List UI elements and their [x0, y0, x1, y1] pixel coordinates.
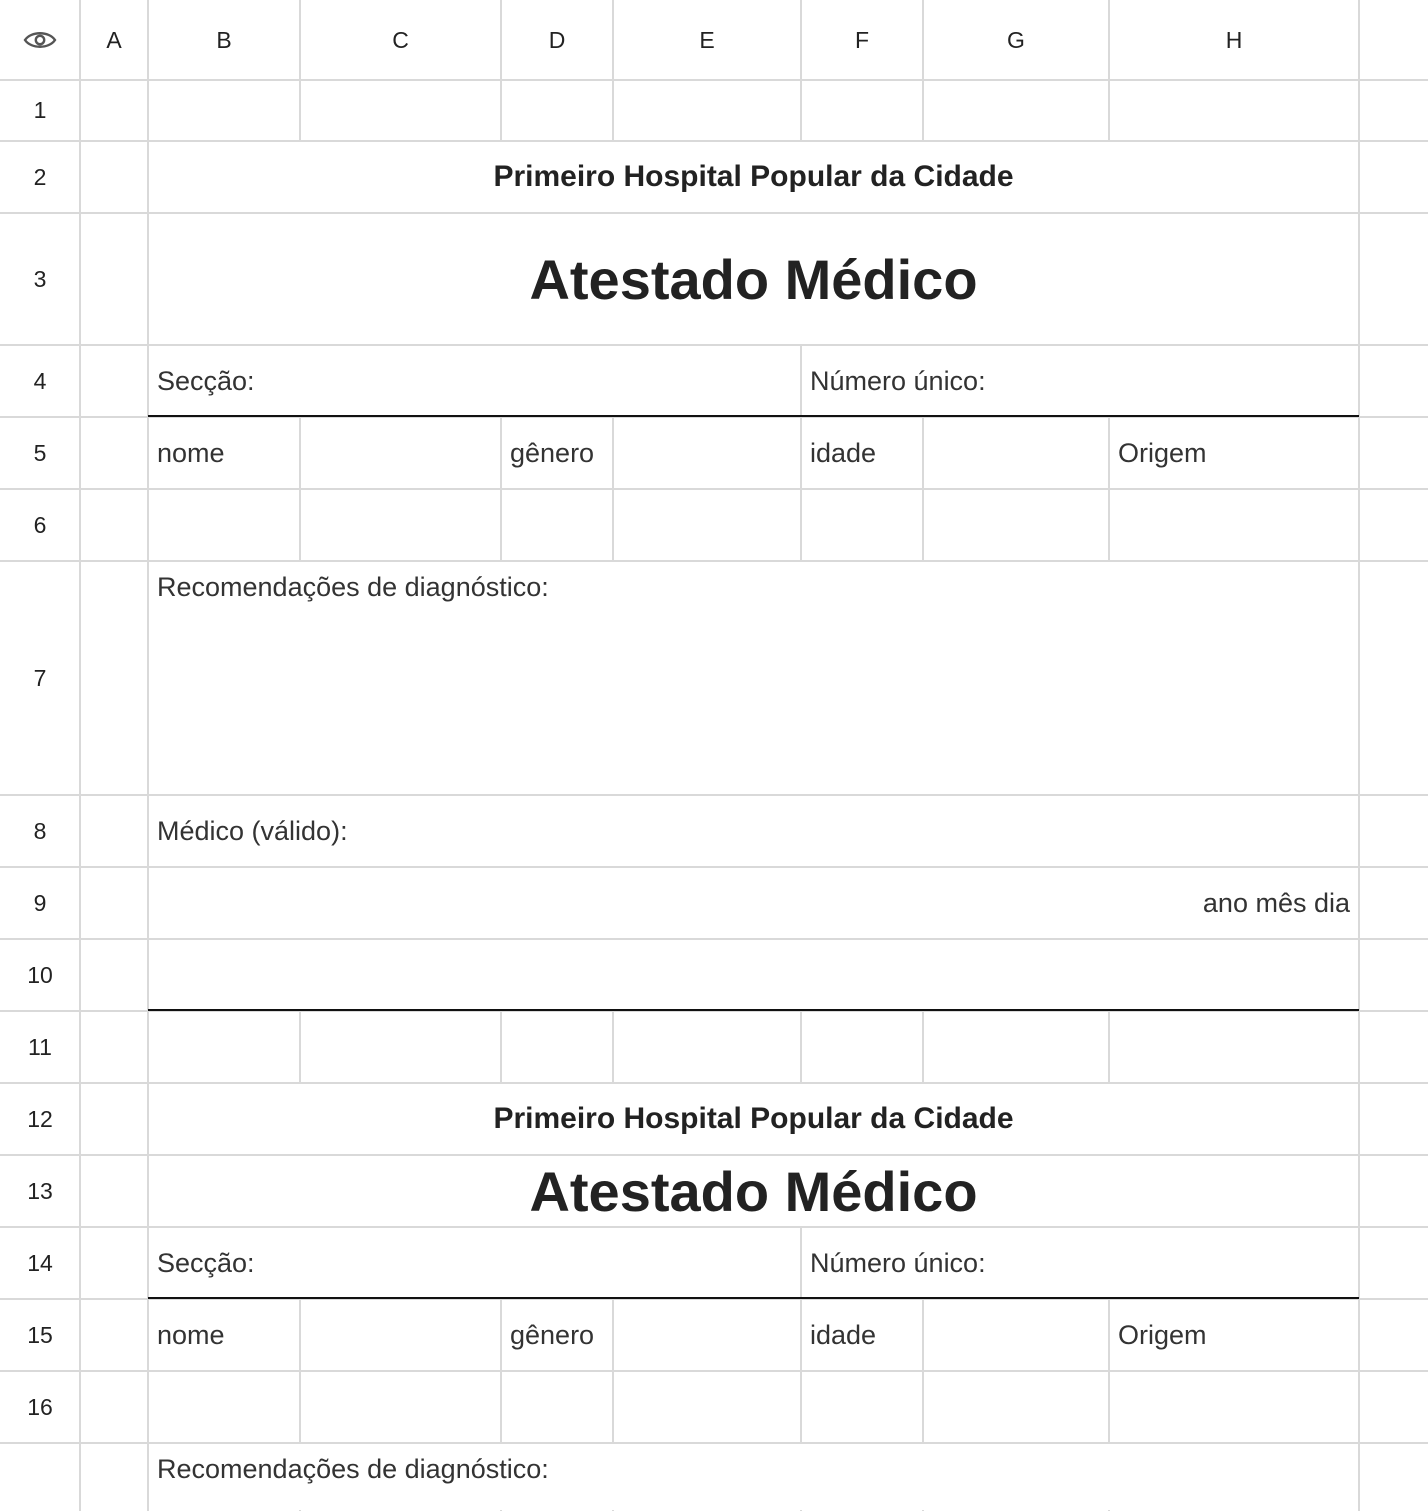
section-border: [148, 1297, 1359, 1299]
row-header-14[interactable]: 14: [27, 1249, 53, 1276]
grid-line: [1358, 0, 1360, 1511]
row-header-16[interactable]: 16: [27, 1393, 53, 1420]
row-header-7[interactable]: 7: [33, 664, 47, 691]
column-header-c[interactable]: C: [392, 26, 409, 53]
section-border: [148, 1009, 1359, 1011]
row-header-1[interactable]: 1: [33, 97, 47, 123]
row-header-6[interactable]: 6: [33, 511, 47, 538]
grid-line: [0, 1370, 1428, 1372]
age-label-cell[interactable]: idade: [802, 1300, 922, 1370]
row-header-10[interactable]: 10: [27, 961, 53, 988]
row-header-11[interactable]: 11: [28, 1033, 52, 1060]
origin-label-cell[interactable]: Origem: [1110, 418, 1358, 488]
name-label-cell[interactable]: nome: [149, 1300, 299, 1370]
row-header-15[interactable]: 15: [27, 1321, 53, 1348]
section-label-cell[interactable]: Secção:: [149, 346, 800, 416]
unique-number-label-cell[interactable]: Número único:: [802, 346, 1358, 416]
grid-line: [79, 0, 81, 1511]
gender-label-cell[interactable]: gênero: [502, 418, 612, 488]
column-header-a[interactable]: A: [106, 26, 122, 53]
column-header-h[interactable]: H: [1225, 26, 1243, 53]
row-header-12[interactable]: 12: [27, 1105, 53, 1132]
date-label-cell[interactable]: ano mês dia: [149, 868, 1358, 938]
row-header-9[interactable]: 9: [33, 889, 47, 916]
column-header-e[interactable]: E: [699, 26, 715, 53]
blank-merged-cell[interactable]: [149, 940, 1358, 1010]
column-header-b[interactable]: B: [216, 26, 232, 53]
row-header-8[interactable]: 8: [33, 817, 47, 844]
certificate-title-cell[interactable]: Atestado Médico: [149, 1156, 1358, 1226]
row-header-5[interactable]: 5: [33, 439, 47, 466]
row-header-3[interactable]: 3: [33, 265, 47, 292]
row-header-13[interactable]: 13: [27, 1177, 53, 1204]
origin-label-cell[interactable]: Origem: [1110, 1300, 1358, 1370]
grid-line: [0, 488, 1428, 490]
hospital-name-cell[interactable]: Primeiro Hospital Popular da Cidade: [149, 142, 1358, 212]
certificate-title-cell[interactable]: Atestado Médico: [149, 214, 1358, 344]
row-header-4[interactable]: 4: [33, 367, 47, 394]
gender-label-cell[interactable]: gênero: [502, 1300, 612, 1370]
name-label-cell[interactable]: nome: [149, 418, 299, 488]
diagnosis-label-cell[interactable]: Recomendações de diagnóstico:: [149, 562, 1358, 794]
section-border: [148, 415, 1359, 417]
age-label-cell[interactable]: idade: [802, 418, 922, 488]
diagnosis-label-cell[interactable]: Recomendações de diagnóstico:: [149, 1444, 1358, 1510]
unique-number-label-cell[interactable]: Número único:: [802, 1228, 1358, 1298]
doctor-label-cell[interactable]: Médico (válido):: [149, 796, 1358, 866]
column-header-f[interactable]: F: [854, 26, 870, 53]
section-label-cell[interactable]: Secção:: [149, 1228, 800, 1298]
column-header-g[interactable]: G: [1007, 26, 1025, 53]
hospital-name-cell[interactable]: Primeiro Hospital Popular da Cidade: [149, 1084, 1358, 1154]
column-header-d[interactable]: D: [548, 26, 566, 53]
eye-icon[interactable]: [0, 0, 80, 80]
row-header-2[interactable]: 2: [33, 163, 47, 190]
grid-line: [0, 79, 1428, 81]
